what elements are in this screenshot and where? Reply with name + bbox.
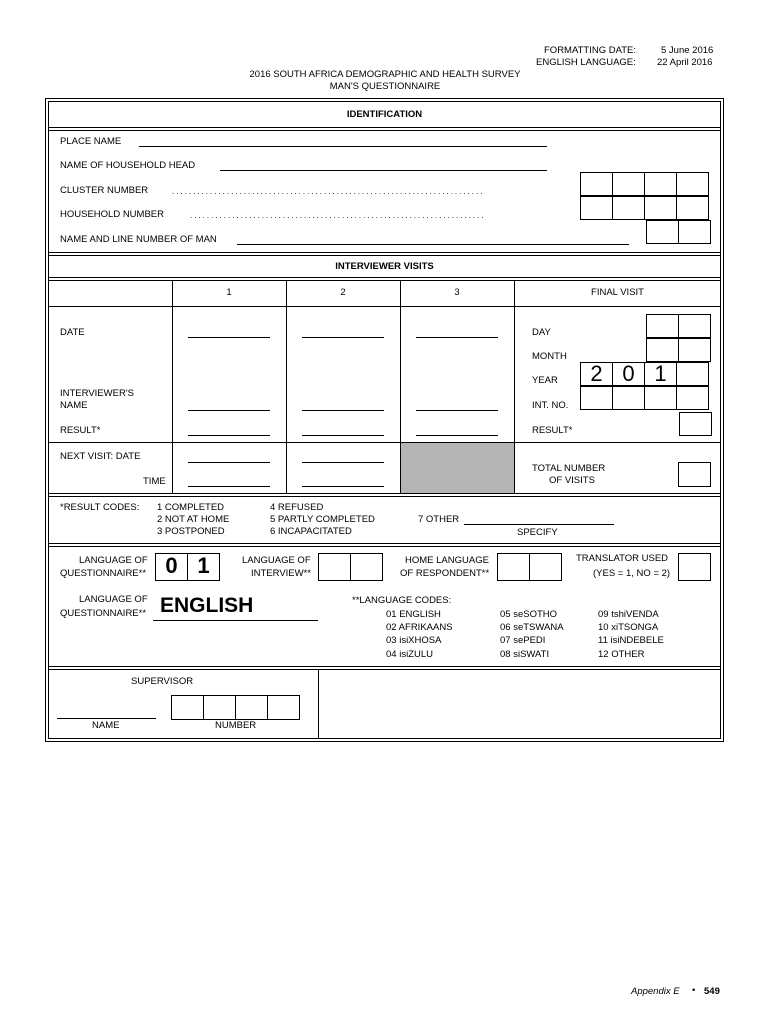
date-label: DATE <box>60 327 85 338</box>
final-visit-header: FINAL VISIT <box>591 287 644 298</box>
place-name-label: PLACE NAME <box>60 136 122 147</box>
visit3-result-field[interactable] <box>416 435 498 436</box>
lang-q-name-line <box>153 620 318 621</box>
year-digit-1: 2 <box>590 361 603 386</box>
day-label: DAY <box>532 327 551 338</box>
result-code-6: 6 INCAPACITATED <box>270 526 352 537</box>
lang-q2-label-1: LANGUAGE OF <box>79 594 148 605</box>
home-lang-label-2: OF RESPONDENT** <box>400 568 490 579</box>
visit2-date-field[interactable] <box>302 337 384 338</box>
result-codes-label: *RESULT CODES: <box>60 502 140 513</box>
visit-col-2: 2 <box>340 287 346 298</box>
lang-code: 04 isiZULU <box>386 649 433 660</box>
supervisor-number-cells[interactable] <box>171 695 300 720</box>
cluster-number-label: CLUSTER NUMBER <box>60 185 149 196</box>
translator-label-2: (YES = 1, NO = 2) <box>593 568 671 579</box>
result-code-2: 2 NOT AT HOME <box>157 514 230 525</box>
name-line-field[interactable] <box>237 244 629 245</box>
result-code-5: 5 PARTLY COMPLETED <box>270 514 375 525</box>
formatting-date-label: FORMATTING DATE: <box>544 45 637 56</box>
next2-date-field[interactable] <box>302 462 384 463</box>
result-code-7: 7 OTHER <box>418 514 460 525</box>
lang-q-digit-1: 0 <box>165 553 178 578</box>
household-number-label: HOUSEHOLD NUMBER <box>60 209 164 220</box>
lang-i-cells[interactable] <box>318 553 383 581</box>
lang-q-name: ENGLISH <box>160 594 254 617</box>
result-final-label: RESULT* <box>532 425 573 436</box>
month-label: MONTH <box>532 351 567 362</box>
visit-col-3: 3 <box>454 287 460 298</box>
lang-code: 06 seTSWANA <box>500 622 564 633</box>
household-head-label: NAME OF HOUSEHOLD HEAD <box>60 160 196 171</box>
visit3-date-field[interactable] <box>416 337 498 338</box>
household-head-field[interactable] <box>220 170 547 171</box>
household-number-cells[interactable] <box>580 196 709 220</box>
lang-code: 12 OTHER <box>598 649 645 660</box>
household-number-leader: ...................................................................... <box>190 211 486 220</box>
identification-title: IDENTIFICATION <box>346 109 423 120</box>
interviewer-name-label-1: INTERVIEWER'S <box>60 388 134 399</box>
visit1-date-field[interactable] <box>188 337 270 338</box>
next1-time-field[interactable] <box>188 486 270 487</box>
visit2-name-field[interactable] <box>302 410 384 411</box>
int-no-label: INT. NO. <box>532 400 569 411</box>
english-language-value: 22 April 2016 <box>657 57 713 68</box>
month-cells[interactable] <box>646 338 711 362</box>
lang-q-label-2: QUESTIONNAIRE** <box>60 568 147 579</box>
specify-label: SPECIFY <box>517 527 558 538</box>
lang-i-label-1: LANGUAGE OF <box>242 555 311 566</box>
interviewer-name-label-2: NAME <box>60 400 88 411</box>
year-digit-3: 1 <box>654 361 667 386</box>
visit-col-1: 1 <box>226 287 232 298</box>
lang-code: 09 tshiVENDA <box>598 609 659 620</box>
lang-code: 05 seSOTHO <box>500 609 558 620</box>
lang-i-label-2: INTERVIEW** <box>251 568 312 579</box>
codes-title: **LANGUAGE CODES: <box>352 595 452 606</box>
english-language-label: ENGLISH LANGUAGE: <box>536 57 636 68</box>
lang-code: 11 isiNDEBELE <box>598 635 664 646</box>
supervisor-number-label: NUMBER <box>215 720 257 731</box>
lang-code: 10 xiTSONGA <box>598 622 659 633</box>
total-visits-label-2: OF VISITS <box>549 475 595 486</box>
home-lang-label-1: HOME LANGUAGE <box>405 555 489 566</box>
lang-code: 08 siSWATI <box>500 649 550 660</box>
page-number: 549 <box>704 986 720 997</box>
next-visit-time-label: TIME <box>143 476 166 487</box>
visit1-result-field[interactable] <box>188 435 270 436</box>
translator-cell[interactable] <box>678 553 711 581</box>
other-specify-field[interactable] <box>464 524 614 525</box>
interviewer-visits-title: INTERVIEWER VISITS <box>335 261 434 272</box>
result-code-4: 4 REFUSED <box>270 502 324 513</box>
next1-date-field[interactable] <box>188 462 270 463</box>
day-cells[interactable] <box>646 314 711 338</box>
supervisor-title: SUPERVISOR <box>131 676 194 687</box>
survey-title: 2016 SOUTH AFRICA DEMOGRAPHIC AND HEALTH SURVEY <box>249 69 521 80</box>
next-visit-date-label: NEXT VISIT: DATE <box>60 451 141 462</box>
appendix-label: Appendix E <box>631 986 680 997</box>
result-label: RESULT* <box>60 425 101 436</box>
visit1-name-field[interactable] <box>188 410 270 411</box>
lang-q2-label-2: QUESTIONNAIRE** <box>60 608 147 619</box>
place-name-field[interactable] <box>139 146 547 147</box>
shaded-cell <box>401 443 514 493</box>
footer-bullet: • <box>692 985 696 996</box>
total-visits-label-1: TOTAL NUMBER <box>532 463 606 474</box>
line-number-cells[interactable] <box>646 220 711 244</box>
cluster-number-cells[interactable] <box>580 172 709 196</box>
visit2-result-field[interactable] <box>302 435 384 436</box>
total-visits-cell[interactable] <box>678 462 711 487</box>
translator-label-1: TRANSLATOR USED <box>576 553 669 564</box>
int-no-cells[interactable] <box>580 386 709 410</box>
lang-code: 07 sePEDI <box>500 635 546 646</box>
year-digit-2: 0 <box>622 361 635 386</box>
lang-q-label-1: LANGUAGE OF <box>79 555 148 566</box>
result-code-3: 3 POSTPONED <box>157 526 225 537</box>
next2-time-field[interactable] <box>302 486 384 487</box>
lang-q-digit-2: 1 <box>197 553 210 578</box>
formatting-date-value: 5 June 2016 <box>661 45 714 56</box>
visit3-name-field[interactable] <box>416 410 498 411</box>
cluster-number-leader: .......................................................................... <box>172 187 485 196</box>
lang-code: 03 isiXHOSA <box>386 635 442 646</box>
result-code-1: 1 COMPLETED <box>157 502 225 513</box>
result-final-cell[interactable] <box>679 412 712 436</box>
supervisor-name-field[interactable] <box>57 718 156 719</box>
questionnaire-title: MAN'S QUESTIONNAIRE <box>329 81 441 92</box>
supervisor-name-label: NAME <box>92 720 120 731</box>
year-label: YEAR <box>532 375 558 386</box>
lang-code: 01 ENGLISH <box>386 609 441 620</box>
lang-code: 02 AFRIKAANS <box>386 622 453 633</box>
name-line-label: NAME AND LINE NUMBER OF MAN <box>60 234 217 245</box>
home-lang-cells[interactable] <box>497 553 562 581</box>
